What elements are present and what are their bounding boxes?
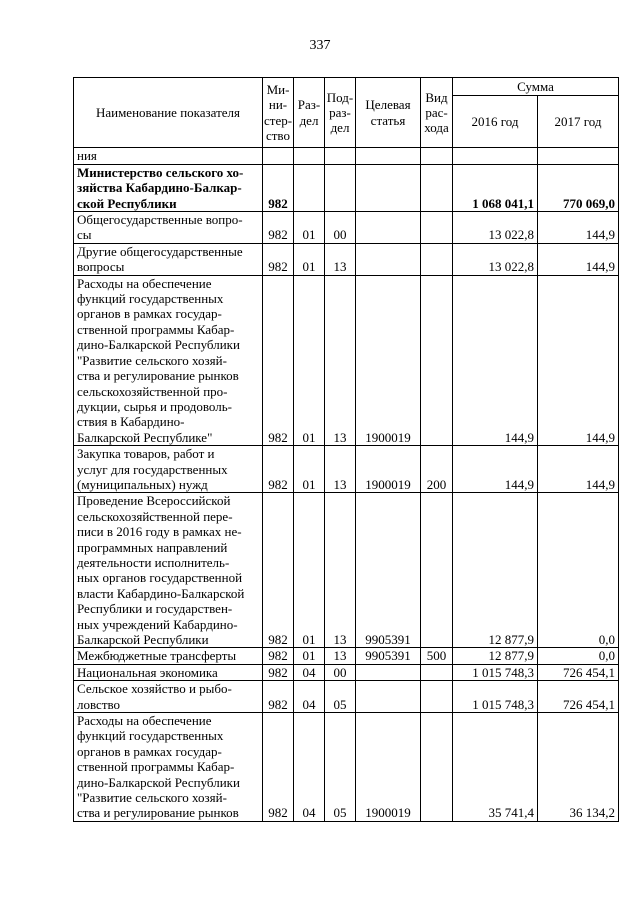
row-type [421, 681, 453, 713]
row-section: 01 [294, 275, 325, 445]
row-2016: 1 068 041,1 [453, 164, 538, 211]
row-section: 01 [294, 493, 325, 648]
row-target: 1900019 [356, 446, 421, 493]
row-subsection: 05 [325, 681, 356, 713]
row-ministry: 982 [263, 493, 294, 648]
row-target [356, 164, 421, 211]
row-target: 1900019 [356, 713, 421, 822]
row-name: ния [74, 148, 263, 164]
row-name: Национальная экономика [74, 664, 263, 680]
row-subsection: 13 [325, 493, 356, 648]
row-ministry: 982 [263, 681, 294, 713]
row-name: Проведение Всероссийской сельскохозяйственной пере- писи в 2016 году в рамках не- программных направлений деятельности исполнитель- ных органов государственной власти Кабардино-Балкарской Республики и государствен- ных учреждений Кабардино- Балкарской Республики [74, 493, 263, 648]
table-row [74, 275, 619, 445]
row-2016: 12 877,9 [453, 648, 538, 664]
row-2017: 144,9 [538, 243, 619, 275]
row-2016: 1 015 748,3 [453, 681, 538, 713]
row-name: Другие общегосударственные вопросы [74, 243, 263, 275]
table-row [74, 446, 619, 493]
row-ministry: 982 [263, 648, 294, 664]
row-type [421, 275, 453, 445]
row-name: Министерство сельского хо- зяйства Кабардино-Балкар- ской Республики [74, 164, 263, 211]
row-2017: 0,0 [538, 648, 619, 664]
row-ministry: 982 [263, 212, 294, 244]
row-ministry: 982 [263, 664, 294, 680]
row-subsection [325, 148, 356, 164]
row-type [421, 493, 453, 648]
row-section: 01 [294, 212, 325, 244]
row-ministry: 982 [263, 446, 294, 493]
row-target: 1900019 [356, 275, 421, 445]
row-name: Межбюджетные трансферты [74, 648, 263, 664]
header-expense-type: Вид рас- хода [421, 78, 453, 148]
row-ministry: 982 [263, 275, 294, 445]
row-name: Общегосударственные вопро- сы [74, 212, 263, 244]
row-2016 [453, 148, 538, 164]
table-row [74, 164, 619, 211]
header-subsection: Под- раз- дел [325, 78, 356, 148]
row-target [356, 664, 421, 680]
row-2016: 13 022,8 [453, 243, 538, 275]
row-2017: 726 454,1 [538, 664, 619, 680]
row-target: 9905391 [356, 493, 421, 648]
row-2017: 144,9 [538, 212, 619, 244]
header-year-2016: 2016 год [453, 96, 538, 148]
table-row [74, 664, 619, 680]
row-section [294, 148, 325, 164]
row-type [421, 148, 453, 164]
row-type [421, 243, 453, 275]
row-section: 01 [294, 243, 325, 275]
row-2017: 144,9 [538, 446, 619, 493]
row-2016: 13 022,8 [453, 212, 538, 244]
row-2016: 35 741,4 [453, 713, 538, 822]
row-ministry: 982 [263, 164, 294, 211]
row-subsection [325, 164, 356, 211]
row-2017: 36 134,2 [538, 713, 619, 822]
header-ministry: Ми- ни- стер- ство [263, 78, 294, 148]
row-2016: 1 015 748,3 [453, 664, 538, 680]
row-2016: 144,9 [453, 275, 538, 445]
row-ministry: 982 [263, 713, 294, 822]
row-section [294, 164, 325, 211]
row-section: 01 [294, 446, 325, 493]
table-row [74, 148, 619, 164]
row-2017 [538, 148, 619, 164]
table-row [74, 493, 619, 648]
row-subsection: 00 [325, 664, 356, 680]
row-2016: 12 877,9 [453, 493, 538, 648]
row-type: 200 [421, 446, 453, 493]
row-type [421, 164, 453, 211]
row-2017: 770 069,0 [538, 164, 619, 211]
row-name: Расходы на обеспечение функций государственных органов в рамках государ- ственной программы Кабар- дино-Балкарской Республики "Развитие сельского хозяй- ства и регулирование рынков [74, 713, 263, 822]
table-row [74, 681, 619, 713]
row-name: Сельское хозяйство и рыбо- ловство [74, 681, 263, 713]
table-row [74, 243, 619, 275]
row-subsection: 05 [325, 713, 356, 822]
row-subsection: 13 [325, 446, 356, 493]
header-target-article: Целевая статья [356, 78, 421, 148]
row-type: 500 [421, 648, 453, 664]
row-2017: 144,9 [538, 275, 619, 445]
row-target: 9905391 [356, 648, 421, 664]
row-subsection: 00 [325, 212, 356, 244]
row-section: 04 [294, 713, 325, 822]
row-target [356, 148, 421, 164]
page-number: 337 [309, 38, 331, 53]
row-type [421, 713, 453, 822]
table-row [74, 713, 619, 822]
table-row [74, 212, 619, 244]
row-2017: 726 454,1 [538, 681, 619, 713]
row-ministry: 982 [263, 243, 294, 275]
row-subsection: 13 [325, 243, 356, 275]
header-sum: Сумма [453, 78, 619, 96]
row-section: 04 [294, 681, 325, 713]
row-subsection: 13 [325, 275, 356, 445]
row-name: Закупка товаров, работ и услуг для государственных (муниципальных) нужд [74, 446, 263, 493]
row-target [356, 681, 421, 713]
header-name: Наименование показателя [74, 78, 263, 148]
header-year-2017: 2017 год [538, 96, 619, 148]
row-section: 04 [294, 664, 325, 680]
budget-table [73, 77, 619, 822]
row-subsection: 13 [325, 648, 356, 664]
row-ministry [263, 148, 294, 164]
row-2016: 144,9 [453, 446, 538, 493]
row-target [356, 212, 421, 244]
row-2017: 0,0 [538, 493, 619, 648]
table-row [74, 648, 619, 664]
row-type [421, 212, 453, 244]
row-type [421, 664, 453, 680]
header-section: Раз- дел [294, 78, 325, 148]
row-section: 01 [294, 648, 325, 664]
row-name: Расходы на обеспечение функций государственных органов в рамках государ- ственной программы Кабар- дино-Балкарской Республики "Развитие сельского хозяй- ства и регулирование рынков сельскохозяйственной про- дукции, сырья и продоволь- ствия в Кабардино- Балкарской Республике" [74, 275, 263, 445]
row-target [356, 243, 421, 275]
